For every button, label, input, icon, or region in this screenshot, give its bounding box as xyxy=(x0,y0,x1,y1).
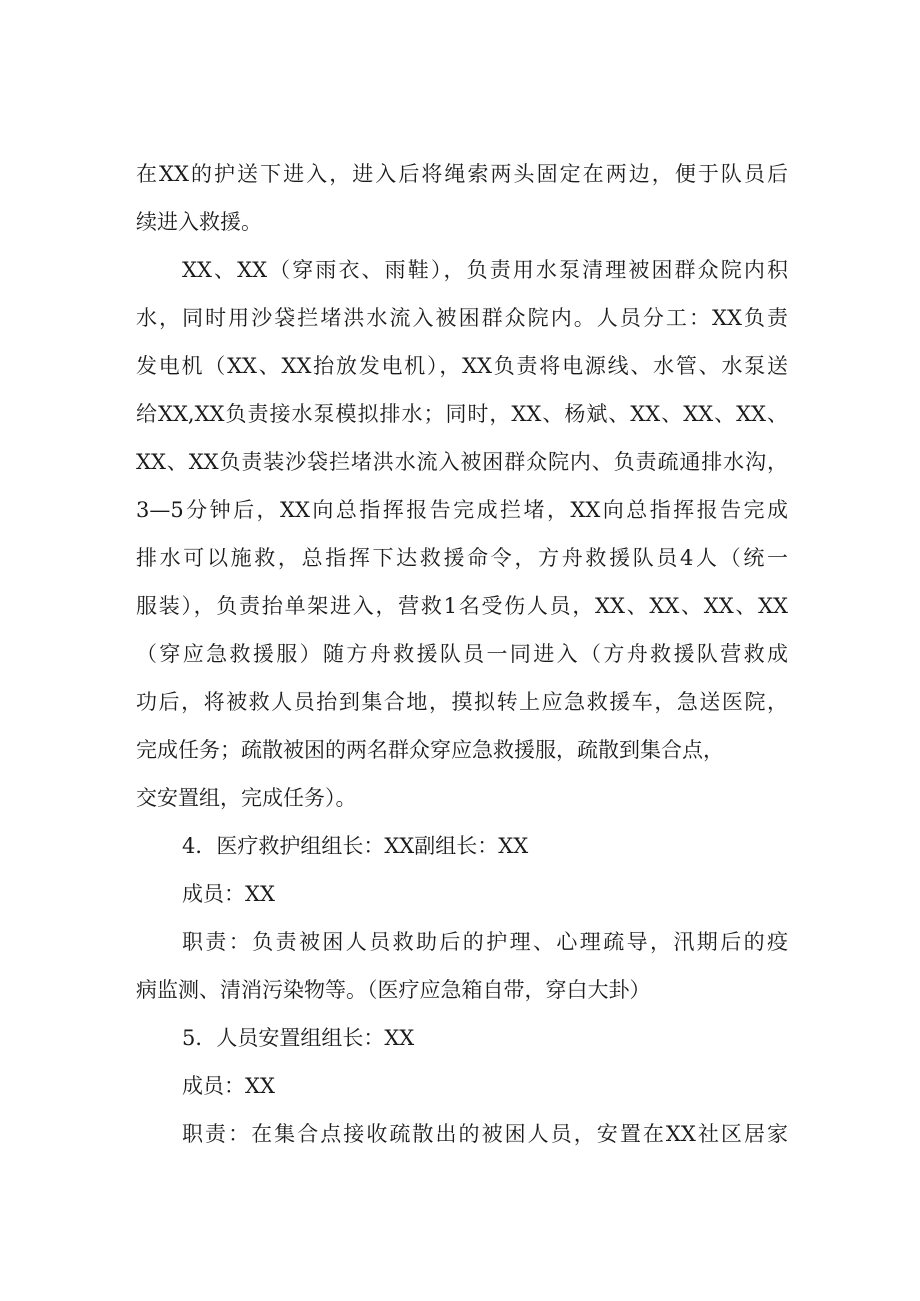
placement-members: 成员：XX xyxy=(182,1074,275,1098)
placement-duty-line-1: 职责：在集合点接收疏散出的被困人员，安置在XX社区居家 xyxy=(182,1122,788,1146)
paragraph-line-6: 给XX,XX负责接水泵模拟排水；同时，XX、杨斌、XX、XX、XX、 xyxy=(136,402,788,426)
paragraph-line-14: 交安置组，完成任务）。 xyxy=(136,786,357,810)
medical-duty-line-2: 病监测、清消污染物等。（医疗应急箱自带，穿白大卦） xyxy=(136,978,651,1002)
medical-members: 成员：XX xyxy=(182,882,275,906)
paragraph-line-9: 排水可以施救，总指挥下达救援命令，方舟救援队员4人（统一 xyxy=(136,546,788,570)
paragraph-line-13: 完成任务；疏散被困的两名群众穿应急救援服，疏散到集合点， xyxy=(136,738,724,762)
paragraph-line-8: 3—5分钟后，XX向总指挥报告完成拦堵，XX向总指挥报告完成 xyxy=(136,498,788,522)
paragraph-line-10: 服装），负责抬单架进入，营救1名受伤人员，XX、XX、XX、XX xyxy=(136,594,788,618)
paragraph-line-1: 在XX的护送下进入，进入后将绳索两头固定在两边，便于队员后 xyxy=(136,162,788,186)
medical-duty-line-1: 职责：负责被困人员救助后的护理、心理疏导，汛期后的疫 xyxy=(182,930,788,954)
section-heading-medical: 4．医疗救护组组长：XX副组长：XX xyxy=(182,834,529,858)
paragraph-line-12: 功后，将被救人员抬到集合地，摸拟转上应急救援车，急送医院， xyxy=(136,690,788,714)
paragraph-line-7: XX、XX负责装沙袋拦堵洪水流入被困群众院内、负责疏通排水沟， xyxy=(136,450,788,474)
paragraph-line-2: 续进入救援。 xyxy=(136,210,262,234)
paragraph-line-3: XX、XX（穿雨衣、雨鞋），负责用水泵清理被困群众院内积 xyxy=(182,258,788,282)
paragraph-line-4: 水，同时用沙袋拦堵洪水流入被困群众院内。人员分工：XX负责 xyxy=(136,306,788,330)
section-heading-placement: 5．人员安置组组长：XX xyxy=(182,1026,415,1050)
paragraph-line-11: （穿应急救援服）随方舟救援队员一同进入（方舟救援队营救成 xyxy=(136,642,788,666)
paragraph-line-5: 发电机（XX、XX抬放发电机），XX负责将电源线、水管、水泵送 xyxy=(136,354,788,378)
